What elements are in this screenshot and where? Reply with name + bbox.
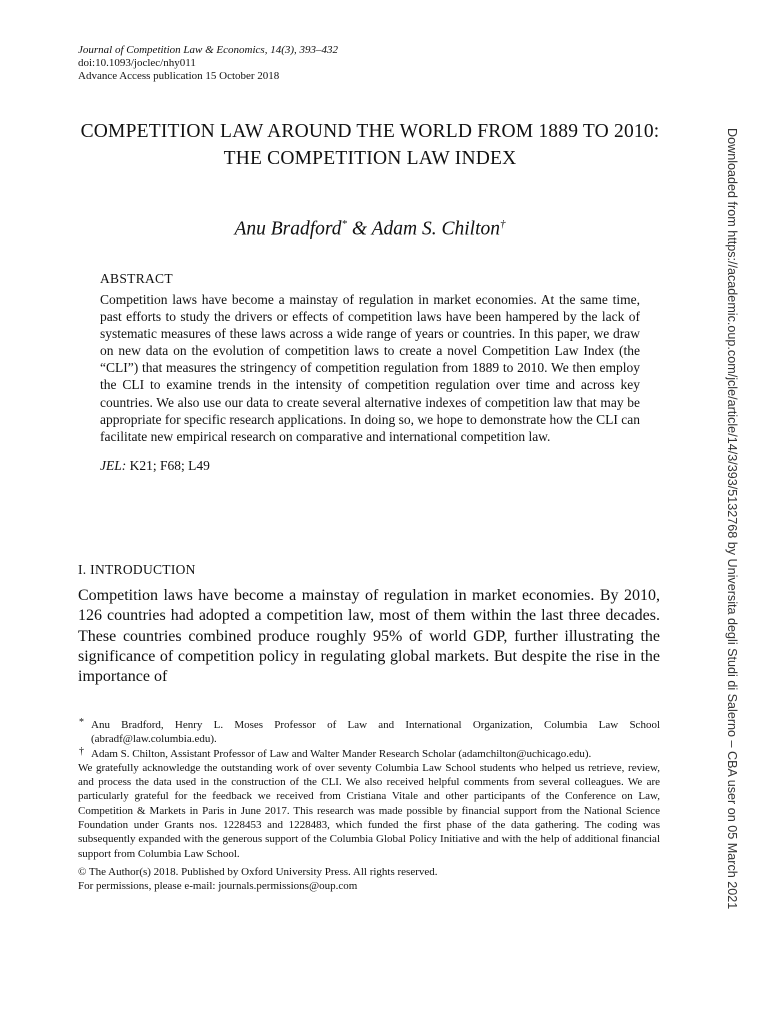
footnote-text: Anu Bradford, Henry L. Moses Professor of Law and International Organization, Columbia Law School (abradf@law.columbia.edu). xyxy=(91,719,660,746)
advance-access-date: Advance Access publication 15 October 2018 xyxy=(78,70,280,83)
jel-label: JEL: xyxy=(100,457,127,473)
download-watermark: Downloaded from https://academic.oup.com/jcle/article/14/3/393/5132768 by Universita degli Studi di Salerno – CBA user on 05 March 2021 xyxy=(725,128,739,910)
jel-code-list: K21; F68; L49 xyxy=(129,457,210,473)
doi-link[interactable]: doi:10.1093/joclec/nhy011 xyxy=(78,57,196,70)
author-separator: & xyxy=(351,218,368,240)
footnote xyxy=(78,718,660,747)
author-name-chilton: Adam S. Chilton xyxy=(371,218,501,240)
abstract-heading: ABSTRACT xyxy=(100,271,173,286)
footnote-mark: † xyxy=(79,745,84,757)
journal-citation: Journal of Competition Law & Economics, 14(3), 393–432 xyxy=(78,44,339,56)
author-name-bradford: Anu Bradford xyxy=(234,218,342,240)
footnote-mark: * xyxy=(79,717,84,728)
author-line xyxy=(80,218,660,241)
acknowledgment-note: We gratefully acknowledge the outstanding work of over seventy Columbia Law School students who helped us retrieve, review, and process the data used in the construction of the CLI. We also received helpful comments from several colleagues. We are particularly grateful for the feedback we received from Cristiana Vitale and other participants of the Conference on Law, Competition & Markets in Paris in June 2017. This research was made possible by financial support from the National Science Foundation under Grants nos. 1228453 and 1228483, which funded the first phase of the data gathering. The coding was subsequently expanded with the generous support of the Columbia Global Policy Initiative and with the help of additional financial support from Columbia Law School. xyxy=(78,761,660,860)
jel-codes xyxy=(100,458,640,474)
section-heading-introduction: I. INTRODUCTION xyxy=(78,562,196,577)
journal-header xyxy=(78,44,338,84)
abstract-section xyxy=(100,271,640,474)
copyright-notice: © The Author(s) 2018. Published by Oxford University Press. All rights reserved. xyxy=(78,865,438,878)
author-footnote-mark[interactable]: * xyxy=(341,218,348,230)
paper-title: COMPETITION LAW AROUND THE WORLD FROM 1889 TO 2010: THE COMPETITION LAW INDEX xyxy=(80,121,660,169)
abstract-text: Competition laws have become a mainstay of regulation in market economies. At the same time, past efforts to study the drivers or effects of competition laws have been hampered by the lack of systematic measures of these laws across a wide range of years or countries. In this paper, we draw on new data on the evolution of competition laws to create a novel Competition Law Index (the “CLI”) that measures the stringency of competition regulation from 1889 to 2010. We then employ the CLI to examine trends in the intensity of competition regulation over time and across key countries. We also use our data to create several alternative indexes of competition law that may be appropriate for specific research applications. In doing so, we hope to demonstrate how the CLI can facilitate new empirical research on comparative and international competition law. xyxy=(100,292,640,444)
footnote-text: Adam S. Chilton, Assistant Professor of Law and Walter Mander Research Scholar (adamchilton@uchicago.edu). xyxy=(91,747,592,760)
author-footnote-mark[interactable]: † xyxy=(500,218,506,230)
footnotes-section xyxy=(78,718,660,894)
footnote xyxy=(78,747,660,761)
permissions-notice: For permissions, please e-mail: journals.permissions@oup.com xyxy=(78,880,358,893)
introduction-paragraph: Competition laws have become a mainstay of regulation in market economies. By 2010, 126 countries had adopted a competition law, most of them within the last three decades. These countries combined produce roughly 95% of world GDP, further illustrating the significance of competition policy in regulating global markets. But despite the rise in the importance of xyxy=(78,587,660,686)
